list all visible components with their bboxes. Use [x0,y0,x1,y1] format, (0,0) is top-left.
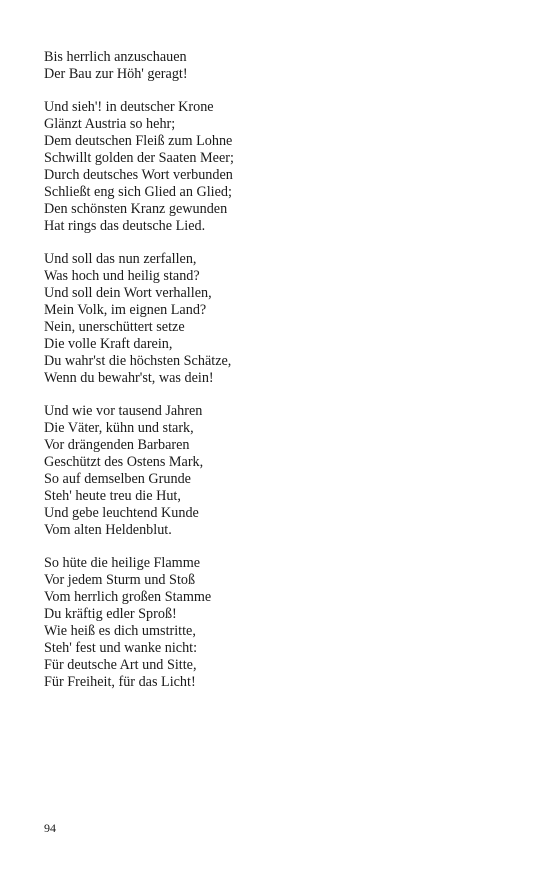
poem-line: Was hoch und heilig stand? [44,268,200,284]
poem-line: Vor jedem Sturm und Stoß [44,572,196,588]
poem-line: Vom alten Heldenblut. [44,522,172,538]
stanza-4 [44,403,514,539]
poem-line: Der Bau zur Höh' geragt! [44,66,188,82]
poem-line: Vom herrlich großen Stamme [44,589,212,605]
stanza-1 [44,49,514,83]
poem-line: Die volle Kraft darein, [44,336,173,352]
stanza-5 [44,555,514,691]
poem-line: So auf demselben Grunde [44,471,191,487]
stanza-3 [44,251,514,387]
poem-line: Nein, unerschüttert setze [44,319,185,335]
poem-line: Bis herrlich anzuschauen [44,49,187,65]
poem-line: Dem deutschen Fleiß zum Lohne [44,133,233,149]
poem-line: Und soll das nun zerfallen, [44,251,197,267]
poem-line: Und sieh'! in deutscher Krone [44,99,214,115]
poem-line: Und soll dein Wort verhallen, [44,285,212,301]
poem-line: Durch deutsches Wort verbunden [44,167,233,183]
poem-line: Vor drängenden Barbaren [44,437,190,453]
poem-line: Und wie vor tausend Jahren [44,403,203,419]
poem-line: Mein Volk, im eignen Land? [44,302,207,318]
poem-body [44,49,514,707]
poem-line: Für deutsche Art und Sitte, [44,657,197,673]
poem-line: Den schönsten Kranz gewunden [44,201,228,217]
poem-line: Geschützt des Ostens Mark, [44,454,204,470]
poem-line: Steh' fest und wanke nicht: [44,640,198,656]
poem-line: Die Väter, kühn und stark, [44,420,194,436]
poem-line: Wie heiß es dich umstritte, [44,623,196,639]
page-number: 94 [44,821,56,835]
poem-line: Schließt eng sich Glied an Glied; [44,184,232,200]
poem-line: Und gebe leuchtend Kunde [44,505,199,521]
poem-line: Du wahr'st die höchsten Schätze, [44,353,232,369]
poem-line: Hat rings das deutsche Lied. [44,218,206,234]
poem-line: Steh' heute treu die Hut, [44,488,181,504]
poem-line: Für Freiheit, für das Licht! [44,674,196,690]
poem-line: Glänzt Austria so hehr; [44,116,176,132]
stanza-2 [44,99,514,235]
poem-line: So hüte die heilige Flamme [44,555,201,571]
poem-line: Wenn du bewahr'st, was dein! [44,370,214,386]
poem-line: Schwillt golden der Saaten Meer; [44,150,234,166]
poem-line: Du kräftig edler Sproß! [44,606,177,622]
